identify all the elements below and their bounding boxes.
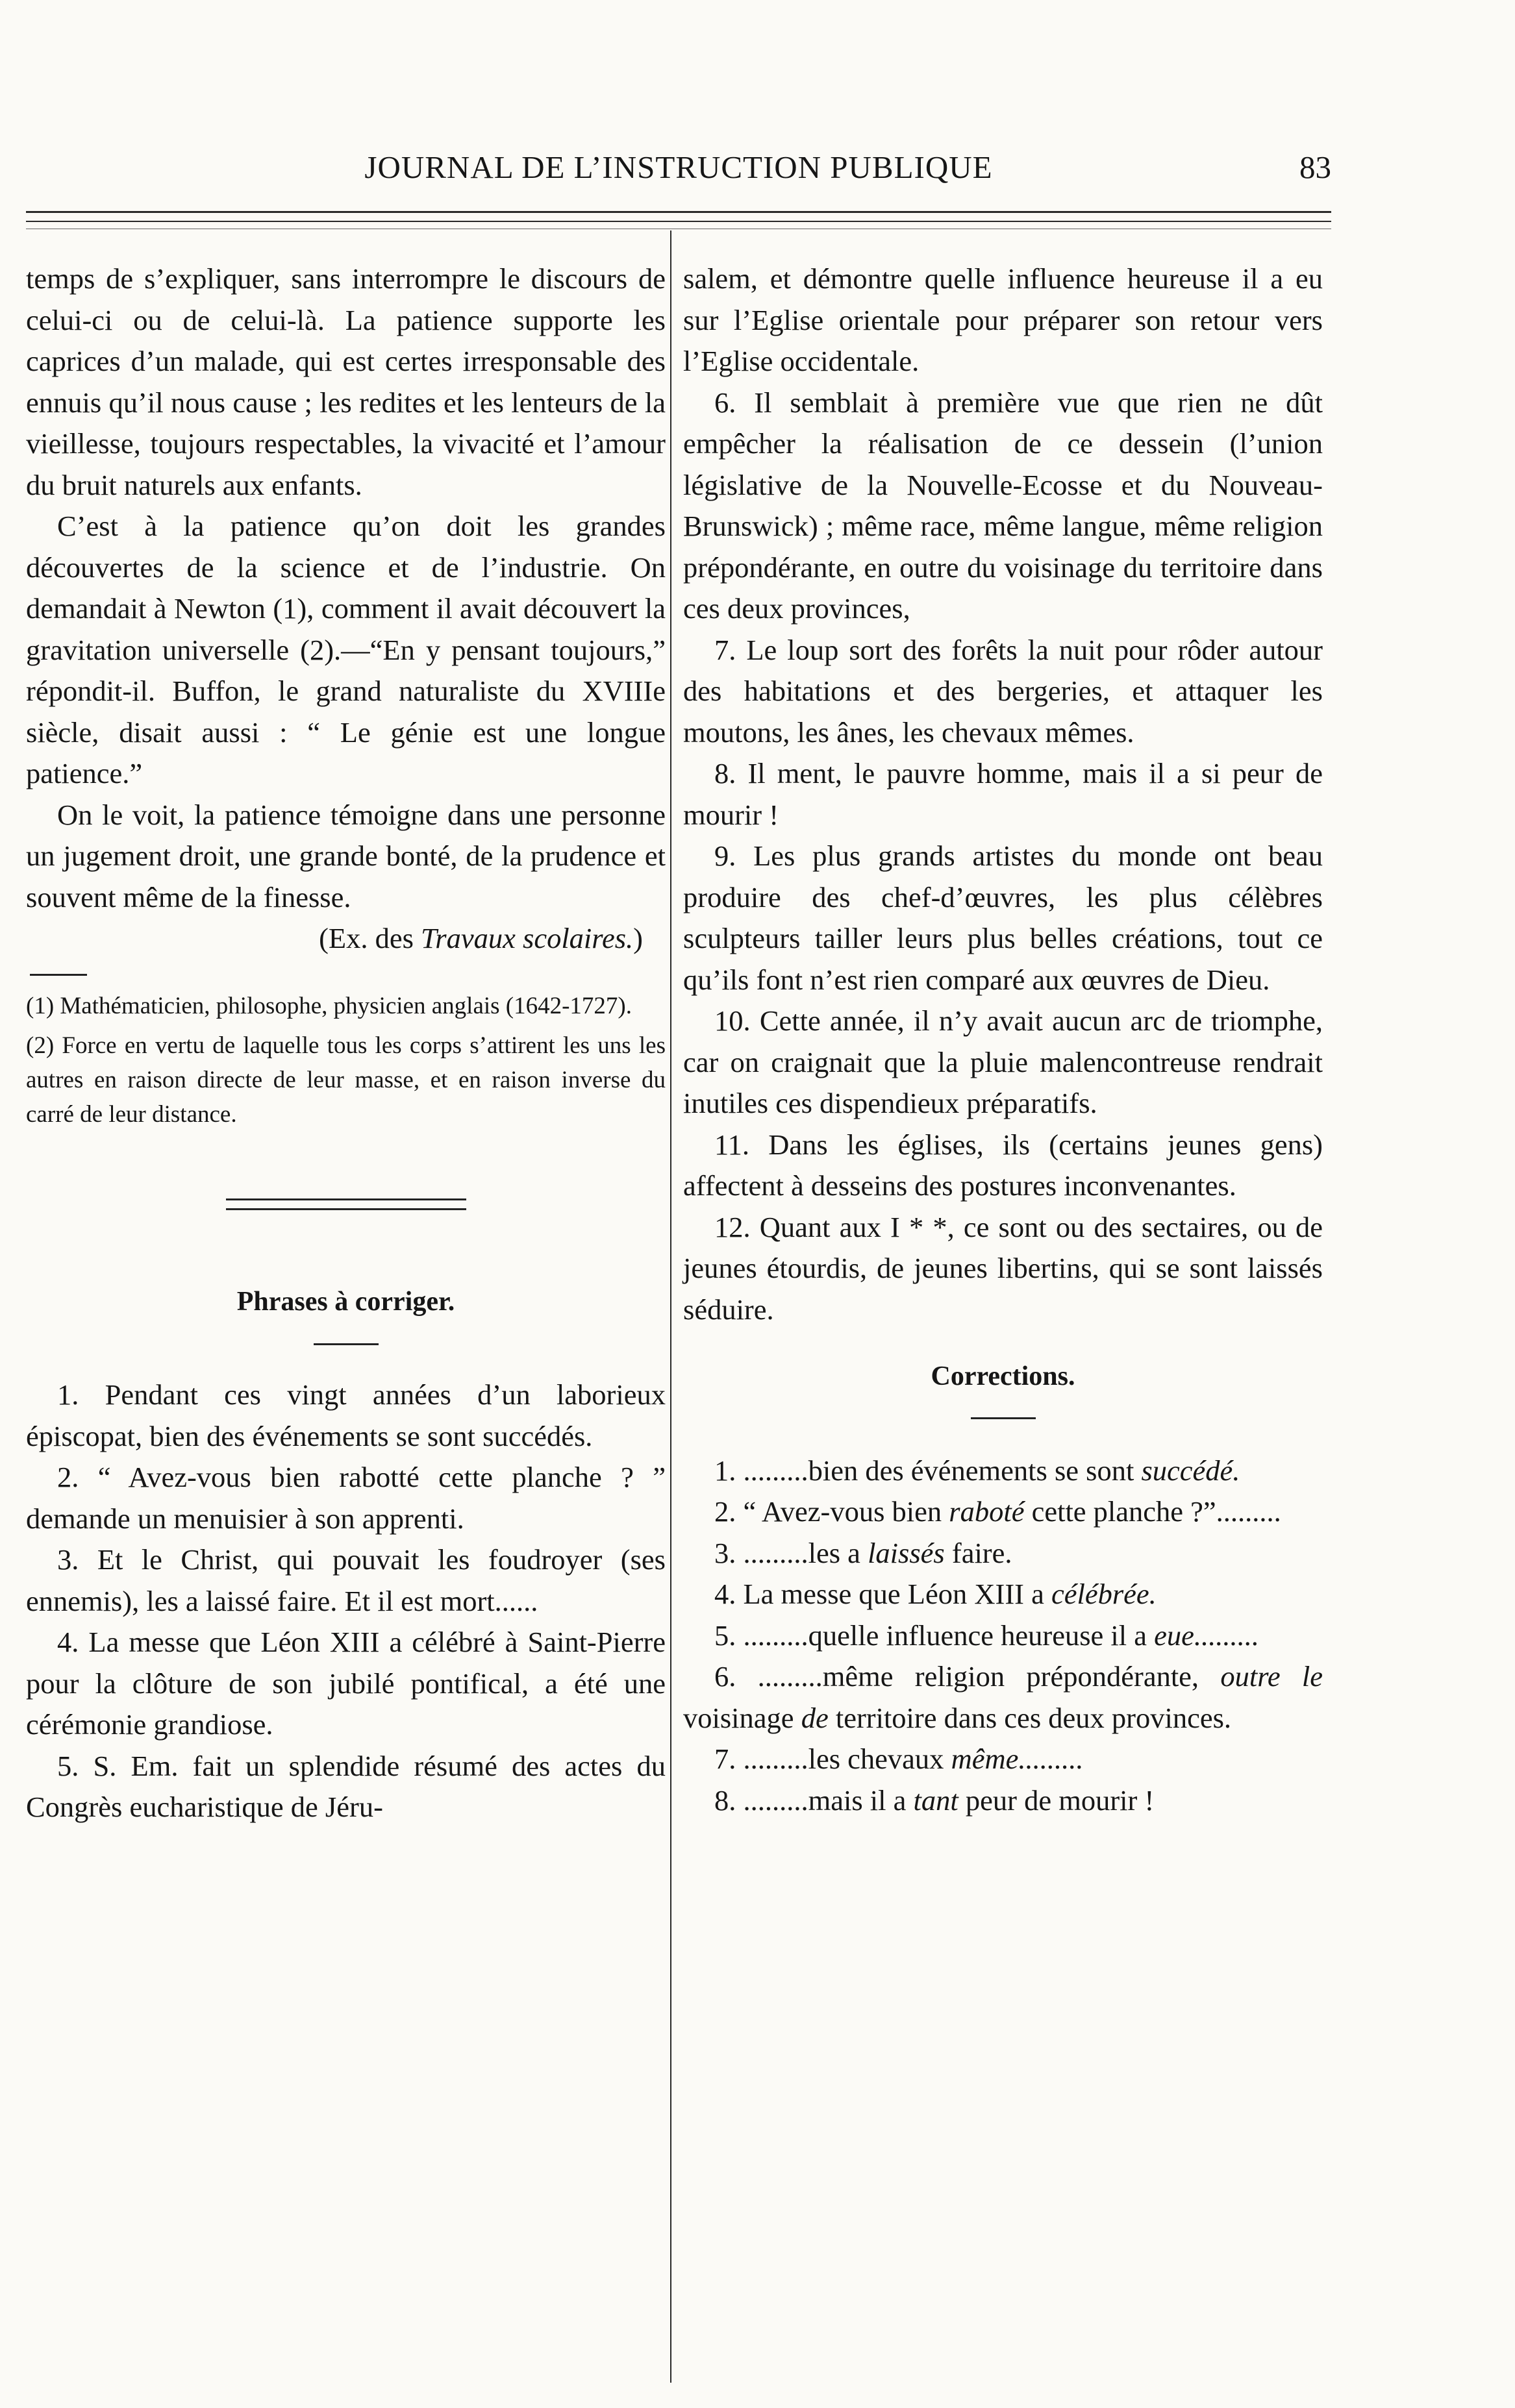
paragraph: On le voit, la patience témoigne dans une personne un jugement droit, une grande bonté, de la prudence et souvent même de la finesse. xyxy=(26,798,666,913)
header-rule xyxy=(26,211,1331,213)
column-divider xyxy=(670,230,671,2383)
correction-item: 6. .........même religion prépondérante, outre le voisinage de territoire dans ces deux provinces. xyxy=(683,1660,1323,1734)
correction-item: 7. .........les chevaux même......... xyxy=(714,1743,1084,1775)
footnote: (2) Force en vertu de laquelle tous les corps s’attirent les uns les autres en raison directe de leur masse, et en raison inverse du carré de leur distance. xyxy=(26,1032,666,1128)
header-rule-thin xyxy=(26,221,1331,222)
paragraph: salem, et démontre quelle influence heureuse il a eu sur l’Eglise orientale pour préparer son retour vers l’Eglise occidentale. xyxy=(683,262,1323,377)
correction-item: 1. .........bien des événements se sont succédé. xyxy=(714,1454,1240,1487)
footnote: (1) Mathématicien, philosophe, physicien anglais (1642-1727). xyxy=(26,992,632,1019)
section-separator xyxy=(226,1198,466,1210)
corrections-title: Corrections. xyxy=(931,1361,1075,1391)
sentence-item: 11. Dans les églises, ils (certains jeunes gens) affectent à desseins des postures inconvenantes. xyxy=(683,1128,1323,1202)
sentence-item: 5. S. Em. fait un splendide résumé des actes du Congrès eucharistique de Jéru- xyxy=(26,1749,666,1823)
sentence-item: 2. “ Avez-vous bien rabotté cette planche ? ” demande un menuisier à son apprenti. xyxy=(26,1461,666,1535)
sentence-item: 9. Les plus grands artistes du monde ont beau produire des chef-d’œuvres, les plus célèbres sculpteurs tailler leurs plus belles créations, tout ce qu’ils font n’est rien comparé aux œuvres de Dieu. xyxy=(683,839,1323,996)
footnote-rule xyxy=(30,974,87,976)
section-title: Phrases à corriger. xyxy=(236,1286,455,1317)
sentence-item: 6. Il semblait à première vue que rien ne dût empêcher la réalisation de ce dessein (l’union législative de la Nouvelle-Ecosse et du Nouveau-Brunswick) ; même race, même langue, même religion prépondérante, en outre du voisinage du territoire dans ces deux provinces, xyxy=(683,386,1323,625)
sentence-item: 12. Quant aux I * *, ce sont ou des sectaires, ou de jeunes étourdis, de jeunes libertins, qui se sont laissés séduire. xyxy=(683,1210,1323,1326)
sentence-item: 1. Pendant ces vingt années d’un laborieux épiscopat, bien des événements se sont succédés. xyxy=(26,1378,666,1452)
paragraph: temps de s’expliquer, sans interrompre le discours de celui-ci ou de celui-là. La patience supporte les caprices d’un malade, qui est certes irresponsable des ennuis qu’il nous cause ; les redites et les lenteurs de la vieillesse, toujours respectables, la vivacité et l’amour du bruit naturels aux enfants. xyxy=(26,262,666,501)
correction-item: 4. La messe que Léon XIII a célébrée. xyxy=(714,1578,1157,1610)
left-column xyxy=(26,258,666,1828)
footnotes xyxy=(26,989,666,1132)
page-number: 83 xyxy=(1299,149,1331,185)
sentence-item: 10. Cette année, il n’y avait aucun arc de triomphe, car on craignait que la pluie malencontreuse rendrait inutiles ces dispendieux préparatifs. xyxy=(683,1004,1323,1119)
correction-item: 3. .........les a laissés faire. xyxy=(714,1536,1012,1569)
paragraph: C’est à la patience qu’on doit les grandes découvertes de la science et de l’industrie. On demandait à Newton (1), comment il avait découvert la gravitation universelle (2).—“En y pensant toujours,” répondit-il. Buffon, le grand naturaliste du XVIIIe siècle, disait aussi : “ Le génie est une longue patience.” xyxy=(26,510,666,789)
sentence-item: 4. La messe que Léon XIII a célébré à Saint-Pierre pour la clôture de son jubilé pontifical, a été une cérémonie grandiose. xyxy=(26,1626,666,1741)
correction-item: 5. .........quelle influence heureuse il a eue......... xyxy=(714,1619,1260,1652)
sentence-item: 8. Il ment, le pauvre homme, mais il a si peur de mourir ! xyxy=(683,757,1323,831)
correction-item: 2. “ Avez-vous bien raboté cette planche ?”......... xyxy=(714,1495,1281,1528)
running-header xyxy=(26,140,1331,192)
correction-item: 8. .........mais il a tant peur de mourir ! xyxy=(714,1783,1155,1817)
sentence-item: 3. Et le Christ, qui pouvait les foudroyer (ses ennemis), les a laissé faire. Et il est mort...... xyxy=(26,1543,666,1617)
sentence-item: 7. Le loup sort des forêts la nuit pour rôder autour des habitations et des bergeries, et attaquer les moutons, les ânes, les chevaux mêmes. xyxy=(683,633,1323,749)
right-column xyxy=(683,258,1323,1821)
source-credit: (Ex. des Travaux scolaires.) xyxy=(319,922,643,954)
journal-title: JOURNAL DE L’INSTRUCTION PUBLIQUE xyxy=(364,149,993,185)
